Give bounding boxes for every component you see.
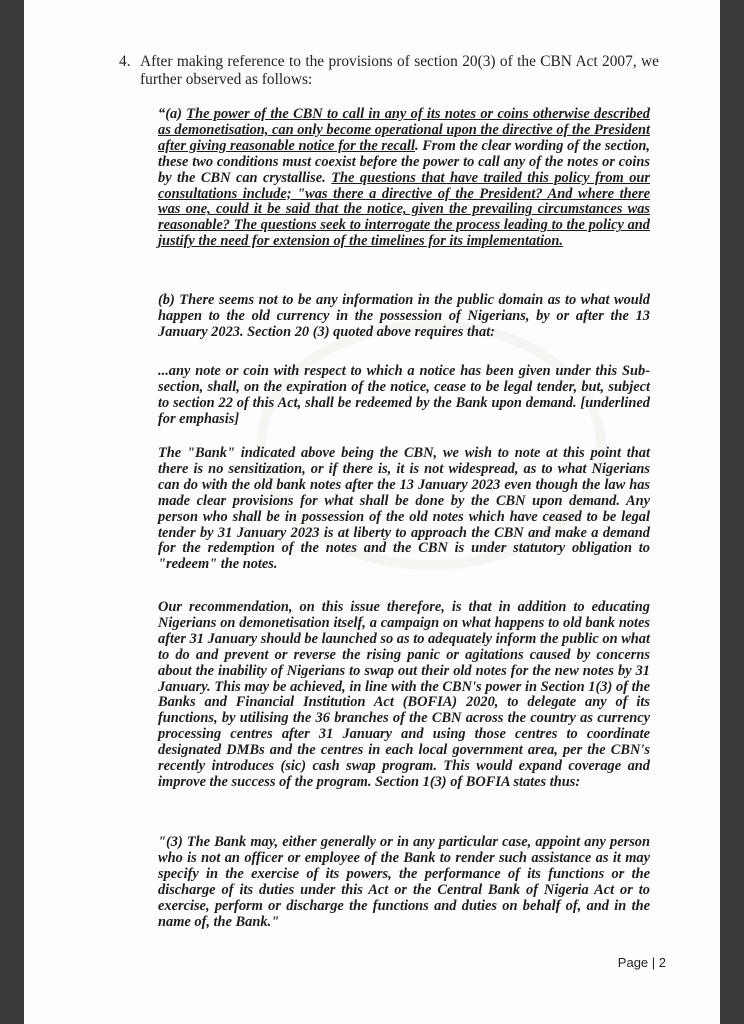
- bofia-quote-paragraph: "(3) The Bank may, either generally or in any particular case, appoint any person who is not an officer or employee of the Bank to render such assistance as it may specify in the exercise of its powers, the performance of its functions or the discharge of its duties under this Act or the Central Bank of Nigeria Act or to exercise, perform or discharge the functions and duties on behalf of, and in the name of, the Bank.": [158, 834, 650, 930]
- paragraph-text: After making reference to the provisions of section 20(3) of the CBN Act 2007, we further observed as follows:: [140, 53, 659, 88]
- numbered-paragraph-4: [119, 53, 659, 88]
- paragraph-a-underlined-1: The power of the CBN to call in any of its notes or coins otherwise described as demonetisation, can only become operational upon the directive of the President after giving reasonable notice for the recall: [158, 106, 650, 154]
- paragraph-a-underlined-2: The questions that have trailed this policy from our consultations include; "was there a directive of the President? And where there was one, could it be said that the notice, given the prevailing circumstances was reasonable? The questions seek to interrogate the process leading to the policy and justify the need for extension of the timelines for its implementation.: [158, 169, 651, 250]
- section-20-quote: ...any note or coin with respect to which a notice has been given under this Sub-section, shall, on the expiration of the notice, cease to be legal tender, but, subject to section 22 of this Act, shall be redeemed by the Bank upon demand. [underlined for emphasis]: [158, 363, 650, 427]
- quote-paragraph-b: (b) There seems not to be any information in the public domain as to what would happen to the old currency in the possession of Nigerians, by or after the 13 January 2023. Section 20 (3) quoted above requires that:: [158, 292, 650, 340]
- document-page: [24, 0, 720, 1024]
- recommendation-paragraph: Our recommendation, on this issue therefore, is that in addition to educating Nigerians on demonetisation itself, a campaign on what happens to old bank notes after 31 January should be launched so as to adequately inform the public on what to do and prevent or reverse the rising panic or agitations caused by concerns about the inability of Nigerians to swap out their old notes for the new notes by 31 January. This may be achieved, in line with the CBN's power in Section 1(3) of the Banks and Financial Institution Act (BOFIA) 2020, to delegate any of its functions, by utilising the 36 branches of the CBN across the country as currency processing centres after 31 January and using those centres to coordinate designated DMBs and the centres in each local government area, per the CBN's recently introduces (sic) cash swap program. This would expand coverage and improve the success of the program. Section 1(3) of BOFIA states thus:: [158, 599, 650, 790]
- quote-paragraph-a: [158, 107, 650, 250]
- page-number: Page | 2: [617, 955, 666, 970]
- paragraph-a-middle: . From the clear wording of the section, these two conditions must coexist before the power to call any of the notes or coins by the CBN can crystallise.: [158, 137, 651, 186]
- paragraph-a-prefix: “(a): [158, 106, 187, 122]
- paragraph-number: 4.: [119, 53, 131, 70]
- bank-paragraph: The "Bank" indicated above being the CBN, we wish to note at this point that there is no sensitization, or if there is, it is not widespread, as to what Nigerians can do with the old bank notes after the 13 January 2023 even though the law has made clear provisions for what shall be done by the CBN upon demand. Any person who shall be in possession of the old notes which have ceased to be legal tender by 31 January 2023 is at liberty to approach the CBN and make a demand for the redemption of the notes and the CBN is under statutory obligation to "redeem" the notes.: [158, 445, 650, 573]
